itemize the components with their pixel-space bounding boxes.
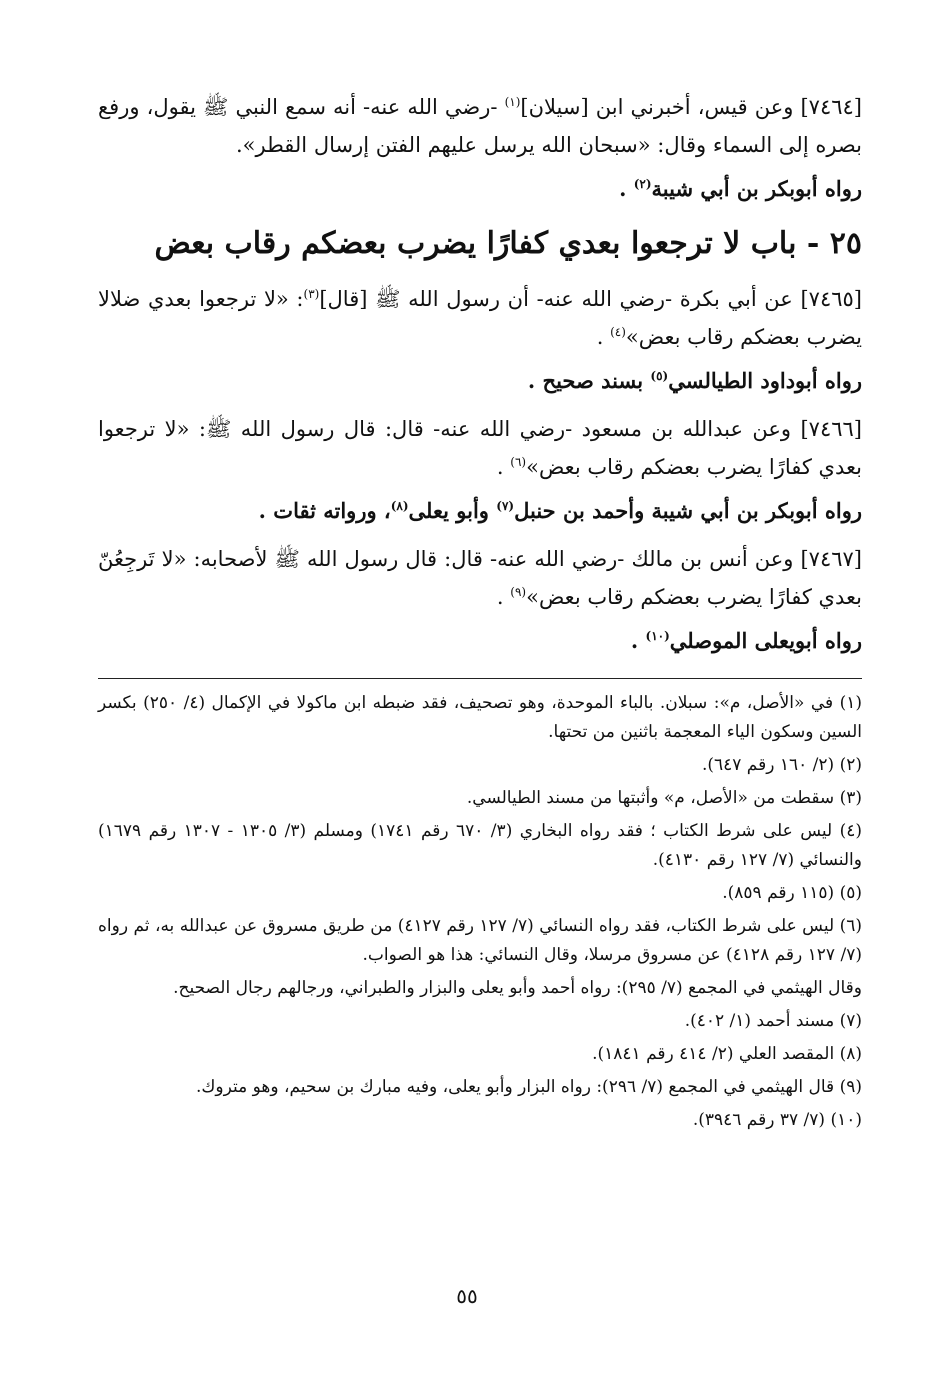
hadith-text: : «لا ترجعوا بعدي ضلالا يضرب بعضكم رقاب بعض» [98, 287, 862, 349]
page-body [98, 88, 862, 1139]
hadith-text: . [496, 455, 511, 479]
narration-7465 [98, 362, 862, 400]
narration-text: بسند صحيح . [527, 368, 651, 393]
hadith-text: . [596, 325, 611, 349]
footnote-ref[interactable]: (١٠) [645, 629, 670, 643]
footnote-ref[interactable]: (٦) [510, 455, 527, 469]
footnote-6: (٦) ليس على شرط الكتاب، فقد رواه النسائي (٧/ ١٢٧ رقم ٤١٢٧) من طريق مسروق عن عبدالله به، ثم رواه (٧/ ١٢٧ رقم ٤١٢٨) عن مسروق مرسلا، وقال النسائي: هذا هو الصواب. [98, 916, 862, 965]
footnote-ref[interactable]: (٥) [650, 369, 669, 383]
footnotes [98, 689, 862, 1135]
hadith-7467 [98, 540, 862, 616]
hadith-7465 [98, 280, 862, 356]
hadith-text: -رضي الله عنه- أنه سمع النبي ﷺ يقول، ورفع بصره إلى السماء وقال: «سبحان الله يرسل عليهم الفتن إرسال القطر». [98, 95, 862, 157]
footnote-6-continued: وقال الهيثمي في المجمع (٧/ ٢٩٥): رواه أحمد وأبو يعلى والبزار والطبراني، ورجالهم رجال الصحيح. [173, 978, 862, 998]
hadith-7466 [98, 410, 862, 486]
footnote-1: (١) في «الأصل، م»: سبلان. بالباء الموحدة، وهو تصحيف، فقد ضبطه ابن ماكولا في الإكمال (٤/ ٢٥٠) بكسر السين وسكون الياء المعجمة باثنين من تحتها. [98, 693, 862, 742]
footnote-ref[interactable]: (٧) [496, 499, 515, 513]
footnote-ref[interactable]: (٣) [303, 287, 320, 301]
hadith-text: . [496, 585, 511, 609]
hadith-text: [٧٤٦٤] وعن قيس، أخبرني ابن [سيلان] [520, 95, 862, 119]
narration-text: . [630, 628, 646, 653]
footnote-4: (٤) ليس على شرط الكتاب ؛ فقد رواه البخاري (٣/ ٦٧٠ رقم ١٧٤١) ومسلم (٣/ ١٣٠٥ - ١٣٠٧ رقم ١٦٧٩) والنسائي (٧/ ١٢٧ رقم ٤١٣٠). [98, 821, 863, 870]
footnote-8: (٨) المقصد العلي (٢/ ٤١٤ رقم ١٨٤١). [592, 1044, 862, 1064]
narration-text: وأبو يعلى [408, 498, 497, 523]
narration-text: ، ورواته ثقات . [258, 498, 391, 523]
chapter-heading: ٢٥ - باب لا ترجعوا بعدي كفارًا يضرب بعضكم رقاب بعض [154, 226, 862, 261]
narration-text: رواه أبوبكر بن أبي شيبة [651, 176, 862, 201]
footnote-ref[interactable]: (٨) [390, 499, 409, 513]
footnote-3: (٣) سقطت من «الأصل، م» وأثبتها من مسند الطيالسي. [466, 788, 862, 808]
footnote-10: (١٠) (٧/ ٣٧ رقم ٣٩٤٦). [692, 1110, 862, 1130]
footnote-ref[interactable]: (٢) [633, 177, 652, 191]
hadith-text: [٧٤٦٦] وعن عبدالله بن مسعود -رضي الله عنه- قال: قال رسول الله ﷺ: «لا ترجعوا بعدي كفارًا يضرب بعضكم رقاب بعض» [98, 417, 862, 479]
narration-text: رواه أبوبكر بن أبي شيبة وأحمد بن حنبل [514, 498, 862, 523]
footnote-2: (٢) (٢/ ١٦٠ رقم ٦٤٧). [701, 755, 862, 775]
hadith-text: [٧٤٦٥] عن أبي بكرة -رضي الله عنه- أن رسول الله ﷺ [قال] [319, 287, 862, 311]
footnote-ref[interactable]: (٩) [510, 585, 527, 599]
footnote-ref[interactable]: (١) [504, 95, 521, 109]
footnote-9: (٩) قال الهيثمي في المجمع (٧/ ٢٩٦): رواه البزار وأبو يعلى، وفيه مبارك بن سحيم، وهو متروك. [196, 1077, 862, 1097]
narration-text: رواه أبويعلى الموصلي [669, 628, 862, 653]
footnotes-divider [98, 678, 862, 679]
hadith-text: [٧٤٦٧] وعن أنس بن مالك -رضي الله عنه- قال: قال رسول الله ﷺ لأصحابه: «لا تَرجِعُنّ بعدي كفارًا يضرب بعضكم رقاب بعض» [98, 547, 862, 609]
narration-7466 [98, 492, 862, 530]
footnote-ref[interactable]: (٤) [610, 325, 626, 339]
narration-text: رواه أبوداود الطيالسي [668, 368, 862, 393]
narration-text: . [619, 176, 634, 201]
hadith-7464 [98, 88, 862, 164]
narration-7467 [98, 622, 862, 660]
page-number: ٥٥ [456, 1284, 478, 1308]
footnote-5: (٥) (١١٥ رقم ٨٥٩). [722, 883, 862, 903]
footnote-7: (٧) مسند أحمد (١/ ٤٠٢). [684, 1011, 862, 1031]
narration-7464 [98, 170, 862, 208]
